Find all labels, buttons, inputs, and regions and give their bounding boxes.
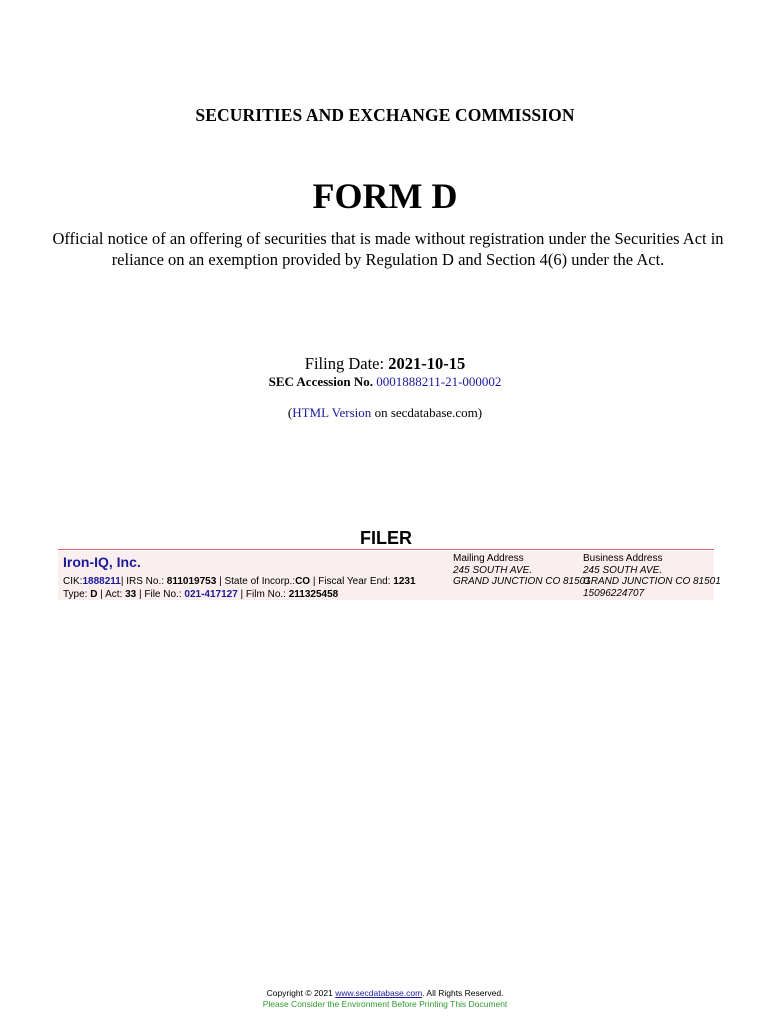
filer-identifiers [63, 576, 416, 587]
mailing-address-line1: 245 SOUTH AVE. [453, 564, 533, 576]
cik-value[interactable]: 1888211 [82, 576, 121, 587]
film-number-label: | Film No.: [237, 589, 289, 600]
copyright-suffix: . All Rights Reserved. [422, 988, 504, 998]
offering-notice: Official notice of an offering of securities that is made without registration under the Securities Act in reliance on an exemption provided by Regulation D and Section 4(6) under the Act. [52, 229, 724, 269]
company-name-link[interactable]: Iron-IQ, Inc. [63, 554, 141, 570]
file-number-label: | File No.: [136, 589, 185, 600]
business-phone: 15096224707 [583, 587, 645, 599]
mailing-address [453, 553, 591, 588]
version-open-paren: ( [287, 405, 293, 420]
irs-value: 811019753 [166, 576, 217, 587]
type-value: D [90, 589, 98, 600]
irs-label: | IRS No.: [120, 576, 167, 587]
filer-heading: FILER [360, 528, 412, 548]
filing-date-value: 2021-10-15 [388, 354, 466, 373]
film-number-value: 211325458 [288, 589, 339, 600]
copyright-prefix: Copyright © 2021 [266, 988, 336, 998]
business-address-line2: GRAND JUNCTION CO 81501 [583, 576, 721, 587]
act-label: | Act: [97, 589, 126, 600]
business-address-heading: Business Address [583, 553, 663, 564]
filing-date-label: Filing Date: [304, 354, 385, 373]
mailing-address-heading: Mailing Address [453, 553, 524, 564]
copyright-notice [0, 988, 770, 998]
file-number-link[interactable]: 021-417127 [184, 589, 238, 600]
cik-label: CIK: [63, 576, 83, 587]
form-title: FORM D [312, 176, 458, 216]
state-label: | State of Incorp.: [216, 576, 296, 587]
type-label: Type: [63, 589, 91, 600]
secdatabase-link[interactable]: www.secdatabase.com [335, 988, 423, 998]
accession-number [0, 374, 770, 390]
accession-label: SEC Accession No. [268, 374, 373, 389]
version-rest: on secdatabase.com) [371, 405, 483, 420]
act-value: 33 [125, 589, 137, 600]
filing-date [0, 354, 770, 374]
accession-link[interactable]: 0001888211-21-000002 [376, 374, 502, 389]
filer-filing-details [63, 589, 338, 600]
filer-divider [58, 549, 714, 550]
fiscal-year-end-value: 1231 [393, 576, 416, 587]
mailing-address-line2: GRAND JUNCTION CO 81501 [453, 576, 591, 587]
environment-notice: Please Consider the Environment Before Printing This Document [262, 999, 508, 1009]
business-address [583, 553, 721, 599]
html-version-link[interactable]: HTML Version [292, 405, 372, 420]
fiscal-year-end-label: | Fiscal Year End: [310, 576, 394, 587]
state-value: CO [295, 576, 311, 587]
agency-title: SECURITIES AND EXCHANGE COMMISSION [195, 105, 575, 125]
business-address-line1: 245 SOUTH AVE. [583, 564, 663, 576]
html-version-note [0, 405, 770, 421]
